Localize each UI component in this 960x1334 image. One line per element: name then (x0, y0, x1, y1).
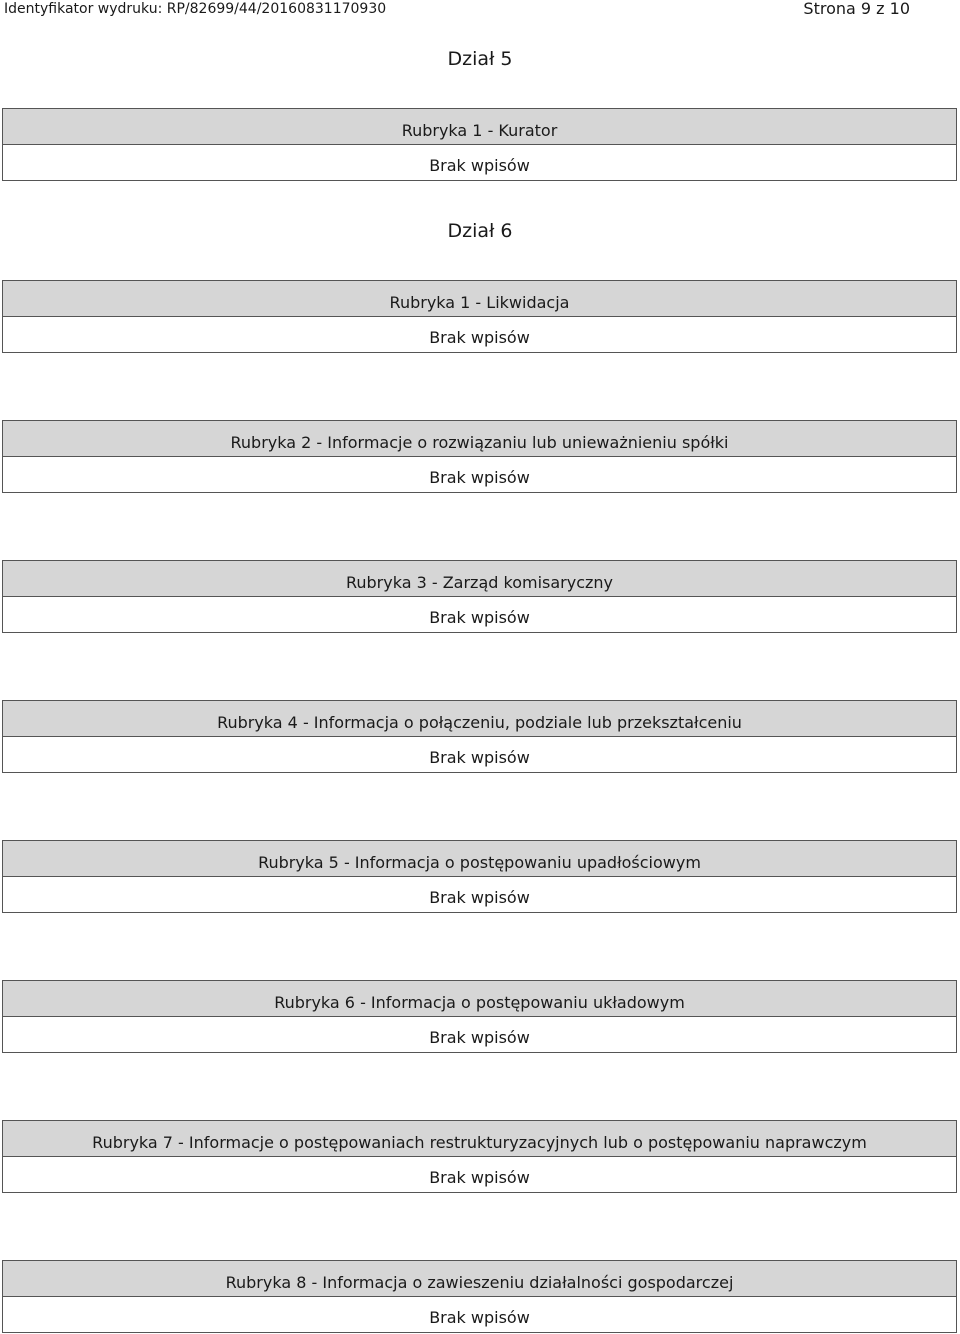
rubryka-title: Rubryka 6 - Informacja o postępowaniu układowym (3, 981, 956, 1017)
rubryka-uklad (2, 980, 957, 1053)
rubryka-zarzad-komisaryczny (2, 560, 957, 633)
rubryka-title: Rubryka 7 - Informacje o postępowaniach restrukturyzacyjnych lub o postępowaniu naprawczym (3, 1121, 956, 1157)
rubryka-restrukturyzacja (2, 1120, 957, 1193)
rubryka-polaczenie (2, 700, 957, 773)
rubryka-entry: Brak wpisów (3, 877, 956, 912)
rubryka-entry: Brak wpisów (3, 317, 956, 352)
rubryka-title: Rubryka 4 - Informacja o połączeniu, podziale lub przekształceniu (3, 701, 956, 737)
print-identifier: Identyfikator wydruku: RP/82699/44/20160831170930 (4, 1, 387, 17)
rubryka-title: Rubryka 3 - Zarząd komisaryczny (3, 561, 956, 597)
rubryka-zawieszenie (2, 1260, 957, 1333)
page-number: Strona 9 z 10 (803, 0, 910, 18)
section-title-dzial-6: Dział 6 (447, 220, 513, 242)
rubryka-kurator (2, 108, 957, 181)
rubryka-title: Rubryka 8 - Informacja o zawieszeniu działalności gospodarczej (3, 1261, 956, 1297)
rubryka-entry: Brak wpisów (3, 737, 956, 772)
rubryka-entry: Brak wpisów (3, 1017, 956, 1052)
rubryka-entry: Brak wpisów (3, 1297, 956, 1332)
rubryka-entry: Brak wpisów (3, 597, 956, 632)
rubryka-rozwiazanie (2, 420, 957, 493)
rubryka-entry: Brak wpisów (3, 457, 956, 492)
rubryka-title: Rubryka 2 - Informacje o rozwiązaniu lub unieważnieniu spółki (3, 421, 956, 457)
section-title-dzial-5: Dział 5 (447, 48, 513, 70)
rubryka-likwidacja (2, 280, 957, 353)
rubryka-title: Rubryka 1 - Likwidacja (3, 281, 956, 317)
rubryka-title: Rubryka 5 - Informacja o postępowaniu upadłościowym (3, 841, 956, 877)
rubryka-entry: Brak wpisów (3, 1157, 956, 1192)
rubryka-title: Rubryka 1 - Kurator (3, 109, 956, 145)
rubryka-entry: Brak wpisów (3, 145, 956, 180)
rubryka-upadlosc (2, 840, 957, 913)
